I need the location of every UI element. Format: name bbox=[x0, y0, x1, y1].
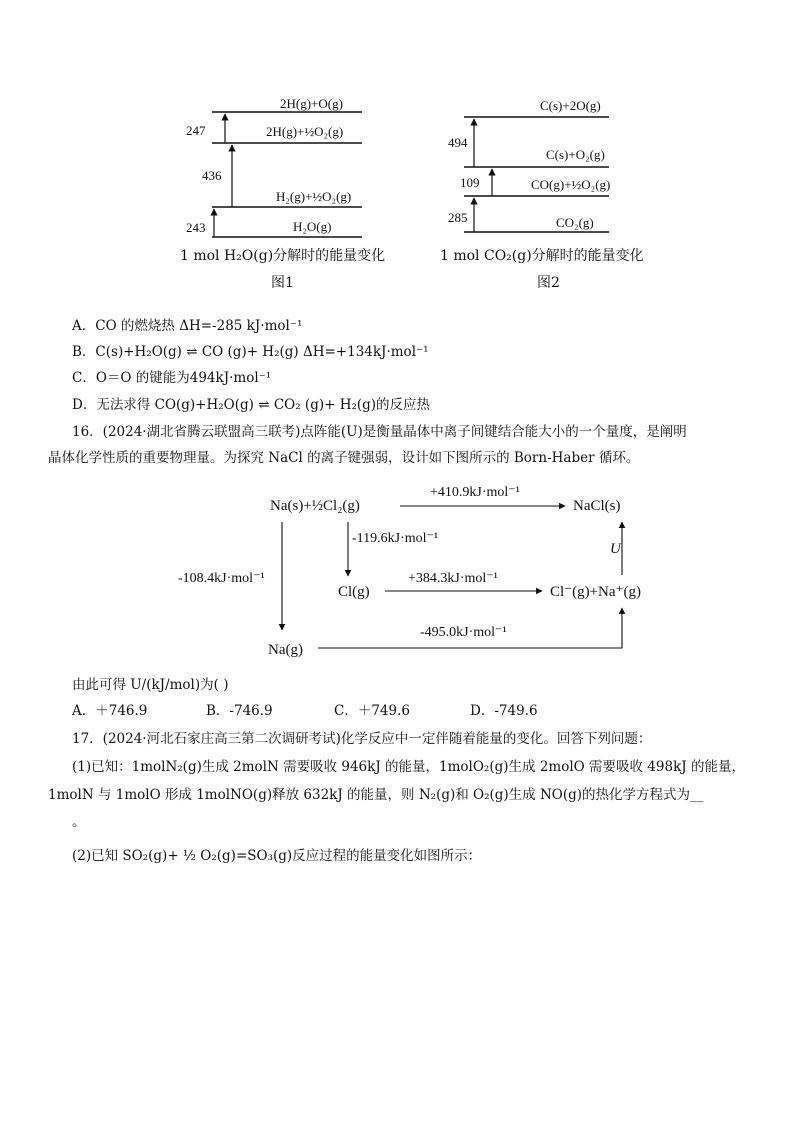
energy-ionization: -495.0kJ·mol⁻¹ bbox=[420, 625, 507, 640]
figure-2-energy-diagram bbox=[444, 90, 624, 250]
option-c: C．O＝O 的键能为494kJ·mol⁻¹ bbox=[72, 370, 272, 386]
figure-1-energy-diagram bbox=[180, 90, 400, 250]
question-17-part-2: (2)已知 SO₂(g)+ ½ O₂(g)=SO₃(g)反应过程的能量变化如图所示： bbox=[72, 848, 482, 864]
question-16-prompt: 由此可得 U/(kJ/mol)为( ) bbox=[72, 677, 229, 693]
figure-1-label: 图1 bbox=[271, 275, 294, 291]
figure-2-svg bbox=[444, 90, 624, 250]
species-start: Na(s)+½Cl₂(g) bbox=[270, 498, 360, 514]
option-b: B．C(s)+H₂O(g) ⇌ CO (g)+ H₂(g) ΔH=+134kJ·mol⁻¹ bbox=[72, 344, 429, 360]
energy-value: 243 bbox=[186, 220, 206, 235]
level-label: CO₂(g) bbox=[556, 215, 594, 230]
question-17-part-1-end: 。 bbox=[72, 814, 86, 830]
question-17-part-1-line-2: 1molN 与 1molO 形成 1molNO(g)释放 632kJ 的能量，则 N₂(g)和 O₂(g)生成 NO(g)的热化学方程式为__ bbox=[48, 787, 704, 803]
born-haber-svg bbox=[170, 478, 670, 668]
level-label: 2H(g)+O(g) bbox=[280, 96, 343, 111]
level-label: C(s)+O₂(g) bbox=[546, 147, 605, 162]
energy-electron-affinity: +384.3kJ·mol⁻¹ bbox=[408, 571, 498, 586]
level-label: CO(g)+½O₂(g) bbox=[531, 177, 611, 192]
species-ions: Cl⁻(g)+Na⁺(g) bbox=[550, 584, 641, 600]
figure-2-caption: 1 mol CO₂(g)分解时的能量变化 bbox=[440, 248, 644, 264]
level-label: H₂(g)+½O₂(g) bbox=[276, 189, 352, 204]
level-label: H₂O(g) bbox=[293, 219, 332, 234]
figure-1-svg bbox=[180, 90, 400, 250]
option-a: A．CO 的燃烧热 ΔH=-285 kJ·mol⁻¹ bbox=[72, 318, 303, 334]
figure-1-caption: 1 mol H₂O(g)分解时的能量变化 bbox=[180, 248, 386, 264]
energy-value: 109 bbox=[460, 175, 480, 190]
lattice-energy-label: U bbox=[610, 541, 621, 557]
energy-dissociation: -119.6kJ·mol⁻¹ bbox=[352, 531, 439, 546]
level-label: 2H(g)+½O₂(g) bbox=[266, 124, 344, 139]
energy-formation: +410.9kJ·mol⁻¹ bbox=[430, 485, 520, 500]
choice-c: C．＋749.6 bbox=[334, 703, 410, 719]
question-16-line-1: 16．(2024·湖北省腾云联盟高三联考)点阵能(U)是衡量晶体中离子间键结合能大小的一个量度，是阐明 bbox=[72, 424, 687, 440]
level-label: C(s)+2O(g) bbox=[540, 98, 601, 113]
energy-value: 436 bbox=[202, 168, 222, 183]
species-cl: Cl(g) bbox=[338, 584, 370, 600]
born-haber-cycle bbox=[170, 478, 670, 668]
option-d: D．无法求得 CO(g)+H₂O(g) ⇌ CO₂ (g)+ H₂(g)的反应热 bbox=[72, 397, 431, 413]
question-17-part-1-line-1: (1)已知：1molN₂(g)生成 2molN 需要吸收 946kJ 的能量，1molO₂(g)生成 2molO 需要吸收 498kJ 的能量， bbox=[72, 759, 745, 775]
question-16-line-2: 晶体化学性质的重要物理量。为探究 NaCl 的离子键强弱，设计如下图所示的 Born-Haber 循环。 bbox=[48, 450, 640, 466]
choice-b: B．-746.9 bbox=[206, 703, 273, 719]
choice-a: A．＋746.9 bbox=[72, 703, 148, 719]
species-nacl: NaCl(s) bbox=[573, 498, 621, 514]
energy-value: 494 bbox=[448, 135, 468, 150]
figure-2-label: 图2 bbox=[537, 275, 560, 291]
energy-value: 285 bbox=[448, 210, 468, 225]
question-17-intro: 17．(2024·河北石家庄高三第二次调研考试)化学反应中一定伴随着能量的变化。回答下列问题： bbox=[72, 731, 652, 747]
energy-value: 247 bbox=[186, 123, 206, 138]
choice-d: D．-749.6 bbox=[470, 703, 538, 719]
energy-sublimation: -108.4kJ·mol⁻¹ bbox=[178, 571, 265, 586]
species-na: Na(g) bbox=[268, 642, 303, 658]
